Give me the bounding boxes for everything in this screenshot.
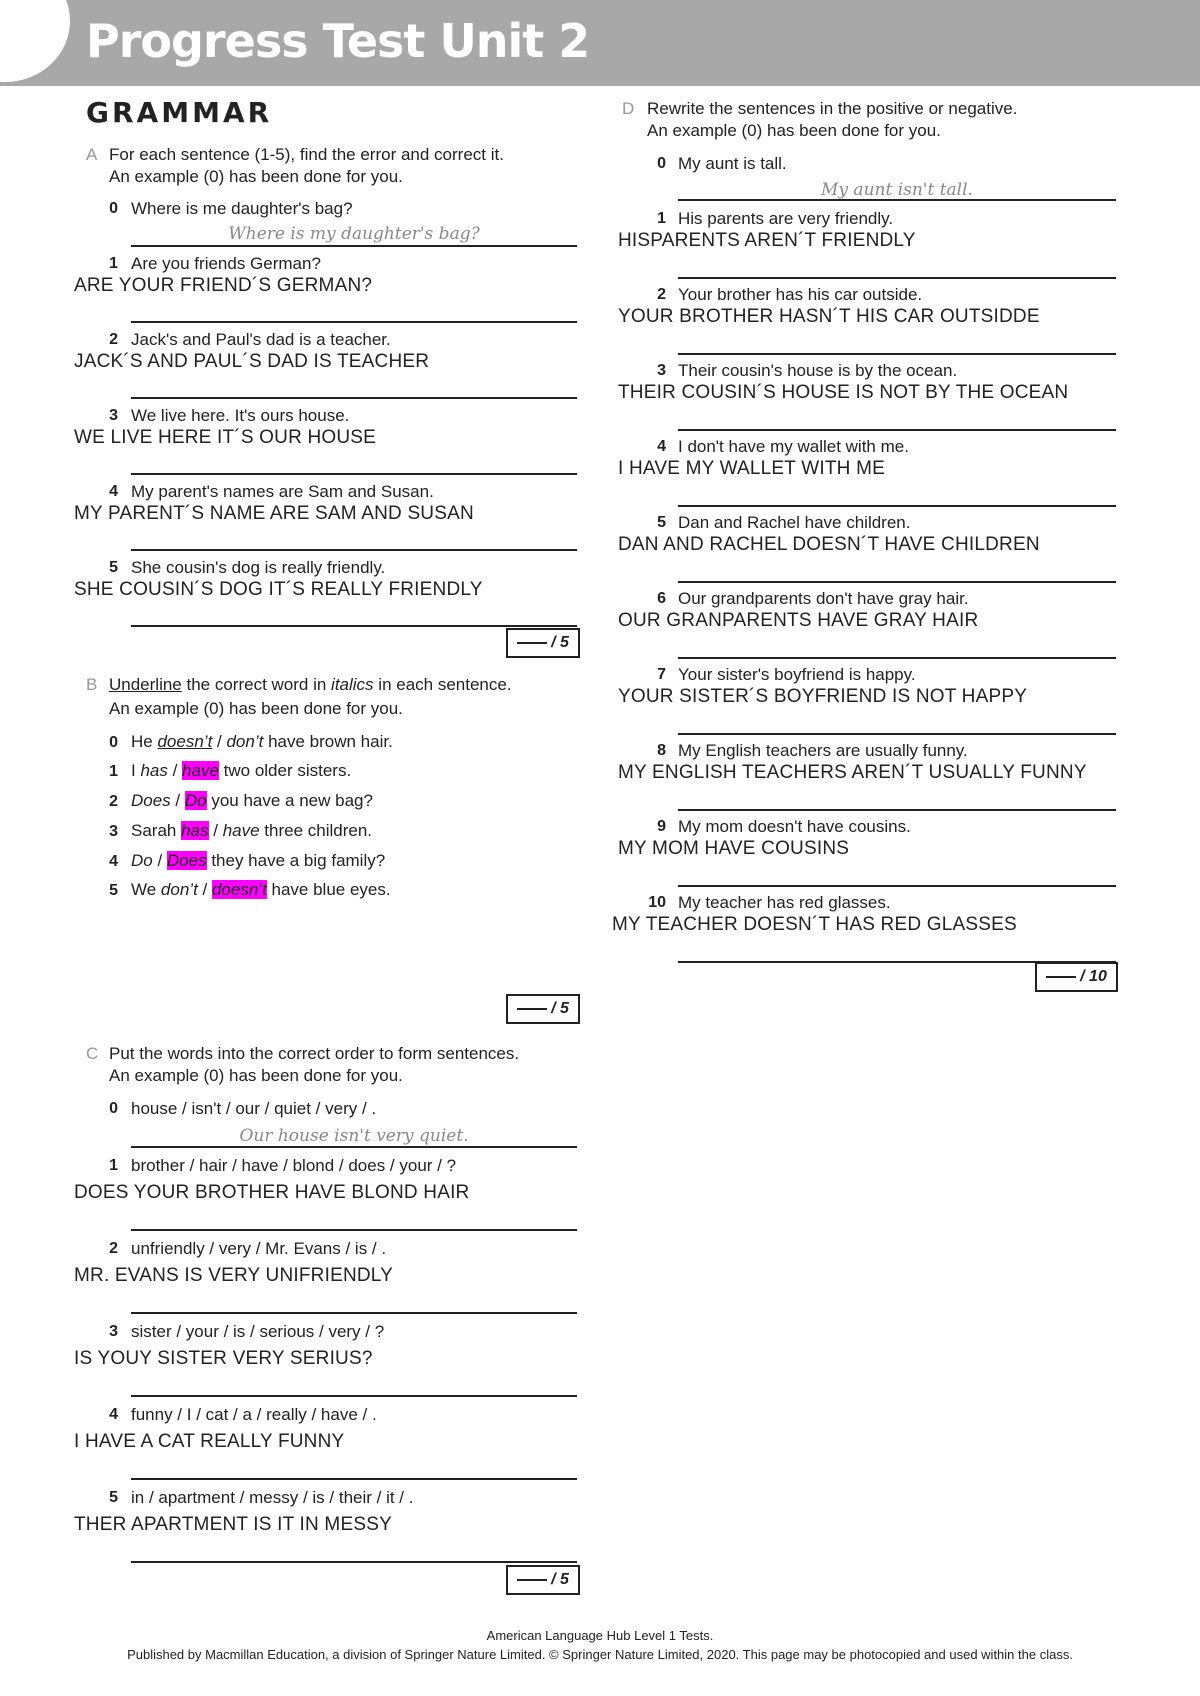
sentence-part: they have a big family? xyxy=(206,851,386,870)
instruction-underline-word: Underline xyxy=(109,675,182,694)
question-text: I don't have my wallet with me. xyxy=(678,437,909,456)
section-c-instruction: Put the words into the correct order to form sentences. xyxy=(109,1044,520,1063)
footer-copyright: Published by Macmillan Education, a division of Springer Nature Limited. © Springer Nature Limited, 2020. This page may be photocopied and used within the class. xyxy=(127,1647,1073,1662)
sentence-part: two older sisters. xyxy=(218,761,352,780)
sentence-part: have brown hair. xyxy=(263,732,393,751)
score-total: / 5 xyxy=(551,1571,569,1588)
section-b-score-box[interactable] xyxy=(506,994,580,1024)
answer-line xyxy=(678,733,1116,735)
section-c-example-question: house / isn't / our / quiet / very / . xyxy=(131,1099,377,1118)
word-option[interactable]: have xyxy=(222,821,260,840)
question-number: 3 xyxy=(109,407,118,424)
answer-text: YOUR SISTER´S BOYFRIEND IS NOT HAPPY xyxy=(618,686,1028,707)
question-number: 9 xyxy=(657,818,666,835)
question-text: Jack's and Paul's dad is a teacher. xyxy=(131,330,391,349)
word-option-highlighted[interactable]: Do xyxy=(184,791,207,810)
question-text: Are you friends German? xyxy=(131,254,321,273)
question-number: 2 xyxy=(109,1240,118,1257)
question-number: 3 xyxy=(109,1323,118,1340)
option-separator: / xyxy=(167,761,183,780)
instruction-italic-word: italics xyxy=(331,675,374,694)
section-a-example-number: 0 xyxy=(109,200,118,217)
section-b-letter: B xyxy=(86,675,98,694)
instruction-text: in each sentence. xyxy=(373,675,512,694)
answer-line xyxy=(678,277,1116,279)
question-text: Our grandparents don't have gray hair. xyxy=(678,589,969,608)
answer-text: MY TEACHER DOESN´T HAS RED GLASSES xyxy=(612,914,1017,935)
section-b-example-note: An example (0) has been done for you. xyxy=(109,699,403,718)
section-c-example-note: An example (0) has been done for you. xyxy=(109,1066,403,1085)
answer-line xyxy=(678,657,1116,659)
answer-line xyxy=(131,625,577,627)
answer-text: HISPARENTS AREN´T FRIENDLY xyxy=(618,230,916,251)
section-a-score-box[interactable] xyxy=(506,628,580,658)
answer-line xyxy=(131,473,577,475)
score-total: / 10 xyxy=(1080,968,1107,985)
answer-line xyxy=(131,1146,577,1148)
question-text: Their cousin's house is by the ocean. xyxy=(678,361,958,380)
option-separator: / xyxy=(170,791,185,810)
question-number: 1 xyxy=(109,1157,118,1174)
answer-text: I HAVE A CAT REALLY FUNNY xyxy=(74,1431,345,1452)
answer-text: MY MOM HAVE COUSINS xyxy=(618,838,850,859)
footer-source: American Language Hub Level 1 Tests. xyxy=(486,1628,714,1643)
score-blank xyxy=(517,1008,547,1010)
answer-line xyxy=(678,353,1116,355)
option-separator: / xyxy=(212,732,227,751)
word-option-highlighted[interactable]: has xyxy=(181,821,209,840)
sentence-part: We xyxy=(131,880,161,899)
section-a-letter: A xyxy=(86,145,98,164)
section-a-example-answer: Where is my daughter's bag? xyxy=(228,224,480,244)
score-total: / 5 xyxy=(551,634,569,651)
answer-text: YOUR BROTHER HASN´T HIS CAR OUTSIDDE xyxy=(618,306,1040,327)
sentence-part: three children. xyxy=(259,821,373,840)
option-separator: / xyxy=(208,821,223,840)
section-d-example-note: An example (0) has been done for you. xyxy=(647,121,941,140)
answer-line xyxy=(678,199,1116,201)
answer-line xyxy=(131,1312,577,1314)
question-text: My English teachers are usually funny. xyxy=(678,741,968,760)
score-blank xyxy=(1046,976,1076,978)
answer-text: OUR GRANPARENTS HAVE GRAY HAIR xyxy=(618,610,979,631)
word-option-highlighted[interactable]: Does xyxy=(166,851,207,870)
question-text: My mom doesn't have cousins. xyxy=(678,817,911,836)
answer-text: IS YOUY SISTER VERY SERIUS? xyxy=(74,1348,373,1369)
answer-line xyxy=(678,429,1116,431)
section-a-example-question: Where is me daughter's bag? xyxy=(131,199,353,218)
answer-text: ARE YOUR FRIEND´S GERMAN? xyxy=(74,275,373,296)
option-separator: / xyxy=(197,880,212,899)
answer-text: WE LIVE HERE IT´S OUR HOUSE xyxy=(74,427,377,448)
question-number: 5 xyxy=(657,514,666,531)
word-option[interactable]: Does xyxy=(131,791,171,810)
choice-sentence xyxy=(131,761,351,781)
answer-line xyxy=(678,581,1116,583)
section-d-example-answer: My aunt isn't tall. xyxy=(821,180,973,200)
word-option[interactable]: has xyxy=(140,761,168,780)
section-a-example-note: An example (0) has been done for you. xyxy=(109,167,403,186)
section-c-example-number: 0 xyxy=(109,1100,118,1117)
question-text: My teacher has red glasses. xyxy=(678,893,891,912)
question-number: 5 xyxy=(109,882,118,899)
sentence-part: have blue eyes. xyxy=(266,880,391,899)
question-number: 1 xyxy=(109,255,118,272)
section-d-letter: D xyxy=(622,99,635,118)
word-option[interactable]: don’t xyxy=(226,732,264,751)
answer-text: DAN AND RACHEL DOESN´T HAVE CHILDREN xyxy=(618,534,1040,555)
question-text: Your sister's boyfriend is happy. xyxy=(678,665,916,684)
answer-line xyxy=(131,1561,577,1563)
section-d-example-question: My aunt is tall. xyxy=(678,154,787,173)
answer-line xyxy=(678,809,1116,811)
section-d-score-box[interactable] xyxy=(1035,962,1118,992)
answer-line xyxy=(131,1395,577,1397)
question-text: We live here. It's ours house. xyxy=(131,406,350,425)
page-title: Progress Test Unit 2 xyxy=(86,14,590,68)
answer-line xyxy=(131,1229,577,1231)
answer-text: THER APARTMENT IS IT IN MESSY xyxy=(74,1514,392,1535)
answer-line xyxy=(678,505,1116,507)
question-number: 4 xyxy=(109,483,118,500)
answer-line xyxy=(131,321,577,323)
answer-text: JACK´S AND PAUL´S DAD IS TEACHER xyxy=(74,351,430,372)
answer-text: SHE COUSIN´S DOG IT´S REALLY FRIENDLY xyxy=(74,579,483,600)
word-option-highlighted[interactable]: have xyxy=(182,761,219,780)
sentence-part: I xyxy=(131,761,141,780)
question-number: 4 xyxy=(657,438,666,455)
choice-sentence xyxy=(131,880,391,900)
question-number: 5 xyxy=(109,559,118,576)
choice-sentence xyxy=(131,821,372,841)
question-number: 4 xyxy=(109,853,118,870)
question-number: 2 xyxy=(109,331,118,348)
question-number: 1 xyxy=(109,763,118,780)
answer-line xyxy=(131,245,577,247)
section-c-score-box[interactable] xyxy=(506,1565,580,1595)
word-option[interactable]: don’t xyxy=(160,880,198,899)
section-d-example-number: 0 xyxy=(657,155,666,172)
choice-sentence xyxy=(131,732,393,752)
score-blank xyxy=(517,642,547,644)
sentence-part: you have a new bag? xyxy=(206,791,373,810)
answer-text: DOES YOUR BROTHER HAVE BLOND HAIR xyxy=(74,1182,470,1203)
word-option-underlined[interactable]: doesn’t xyxy=(157,732,213,751)
answer-text: MY ENGLISH TEACHERS AREN´T USUALLY FUNNY xyxy=(618,762,1087,783)
question-text: She cousin's dog is really friendly. xyxy=(131,558,386,577)
question-text: brother / hair / have / blond / does / your / ? xyxy=(131,1156,457,1175)
question-number: 2 xyxy=(657,286,666,303)
sentence-part: He xyxy=(131,732,158,751)
grammar-title: GRAMMAR xyxy=(86,96,273,129)
answer-line xyxy=(678,885,1116,887)
question-number: 0 xyxy=(109,734,118,751)
question-number: 6 xyxy=(657,590,666,607)
question-number: 4 xyxy=(109,1406,118,1423)
answer-line xyxy=(131,1478,577,1480)
question-number: 3 xyxy=(657,362,666,379)
question-text: His parents are very friendly. xyxy=(678,209,894,228)
question-number: 2 xyxy=(109,793,118,810)
section-c-letter: C xyxy=(86,1044,99,1063)
answer-text: MY PARENT´S NAME ARE SAM AND SUSAN xyxy=(74,503,474,524)
question-number: 5 xyxy=(109,1489,118,1506)
question-text: unfriendly / very / Mr. Evans / is / . xyxy=(131,1239,387,1258)
question-text: sister / your / is / serious / very / ? xyxy=(131,1322,385,1341)
question-text: Your brother has his car outside. xyxy=(678,285,923,304)
question-text: My parent's names are Sam and Susan. xyxy=(131,482,434,501)
question-text: Dan and Rachel have children. xyxy=(678,513,911,532)
answer-line xyxy=(131,397,577,399)
answer-text: I HAVE MY WALLET WITH ME xyxy=(618,458,885,479)
score-total: / 5 xyxy=(551,1000,569,1017)
answer-text: THEIR COUSIN´S HOUSE IS NOT BY THE OCEAN xyxy=(618,382,1069,403)
choice-sentence xyxy=(131,851,385,871)
answer-text: MR. EVANS IS VERY UNIFRIENDLY xyxy=(74,1265,394,1286)
question-number: 7 xyxy=(657,666,666,683)
question-text: funny / I / cat / a / really / have / . xyxy=(131,1405,377,1424)
question-number: 8 xyxy=(657,742,666,759)
section-d-instruction: Rewrite the sentences in the positive or negative. xyxy=(647,99,1018,118)
section-c-example-answer: Our house isn't very quiet. xyxy=(239,1126,469,1146)
answer-line xyxy=(131,549,577,551)
sentence-part: Sarah xyxy=(131,821,182,840)
section-b-instruction xyxy=(109,675,512,695)
question-number: 10 xyxy=(648,894,666,911)
question-text: in / apartment / messy / is / their / it / . xyxy=(131,1488,414,1507)
question-number: 3 xyxy=(109,823,118,840)
section-a-instruction: For each sentence (1-5), find the error and correct it. xyxy=(109,145,504,164)
question-number: 1 xyxy=(657,210,666,227)
word-option[interactable]: Do xyxy=(131,851,153,870)
option-separator: / xyxy=(152,851,167,870)
word-option-highlighted[interactable]: doesn’t xyxy=(211,880,267,899)
instruction-text: the correct word in xyxy=(181,675,332,694)
score-blank xyxy=(517,1579,547,1581)
choice-sentence xyxy=(131,791,373,811)
